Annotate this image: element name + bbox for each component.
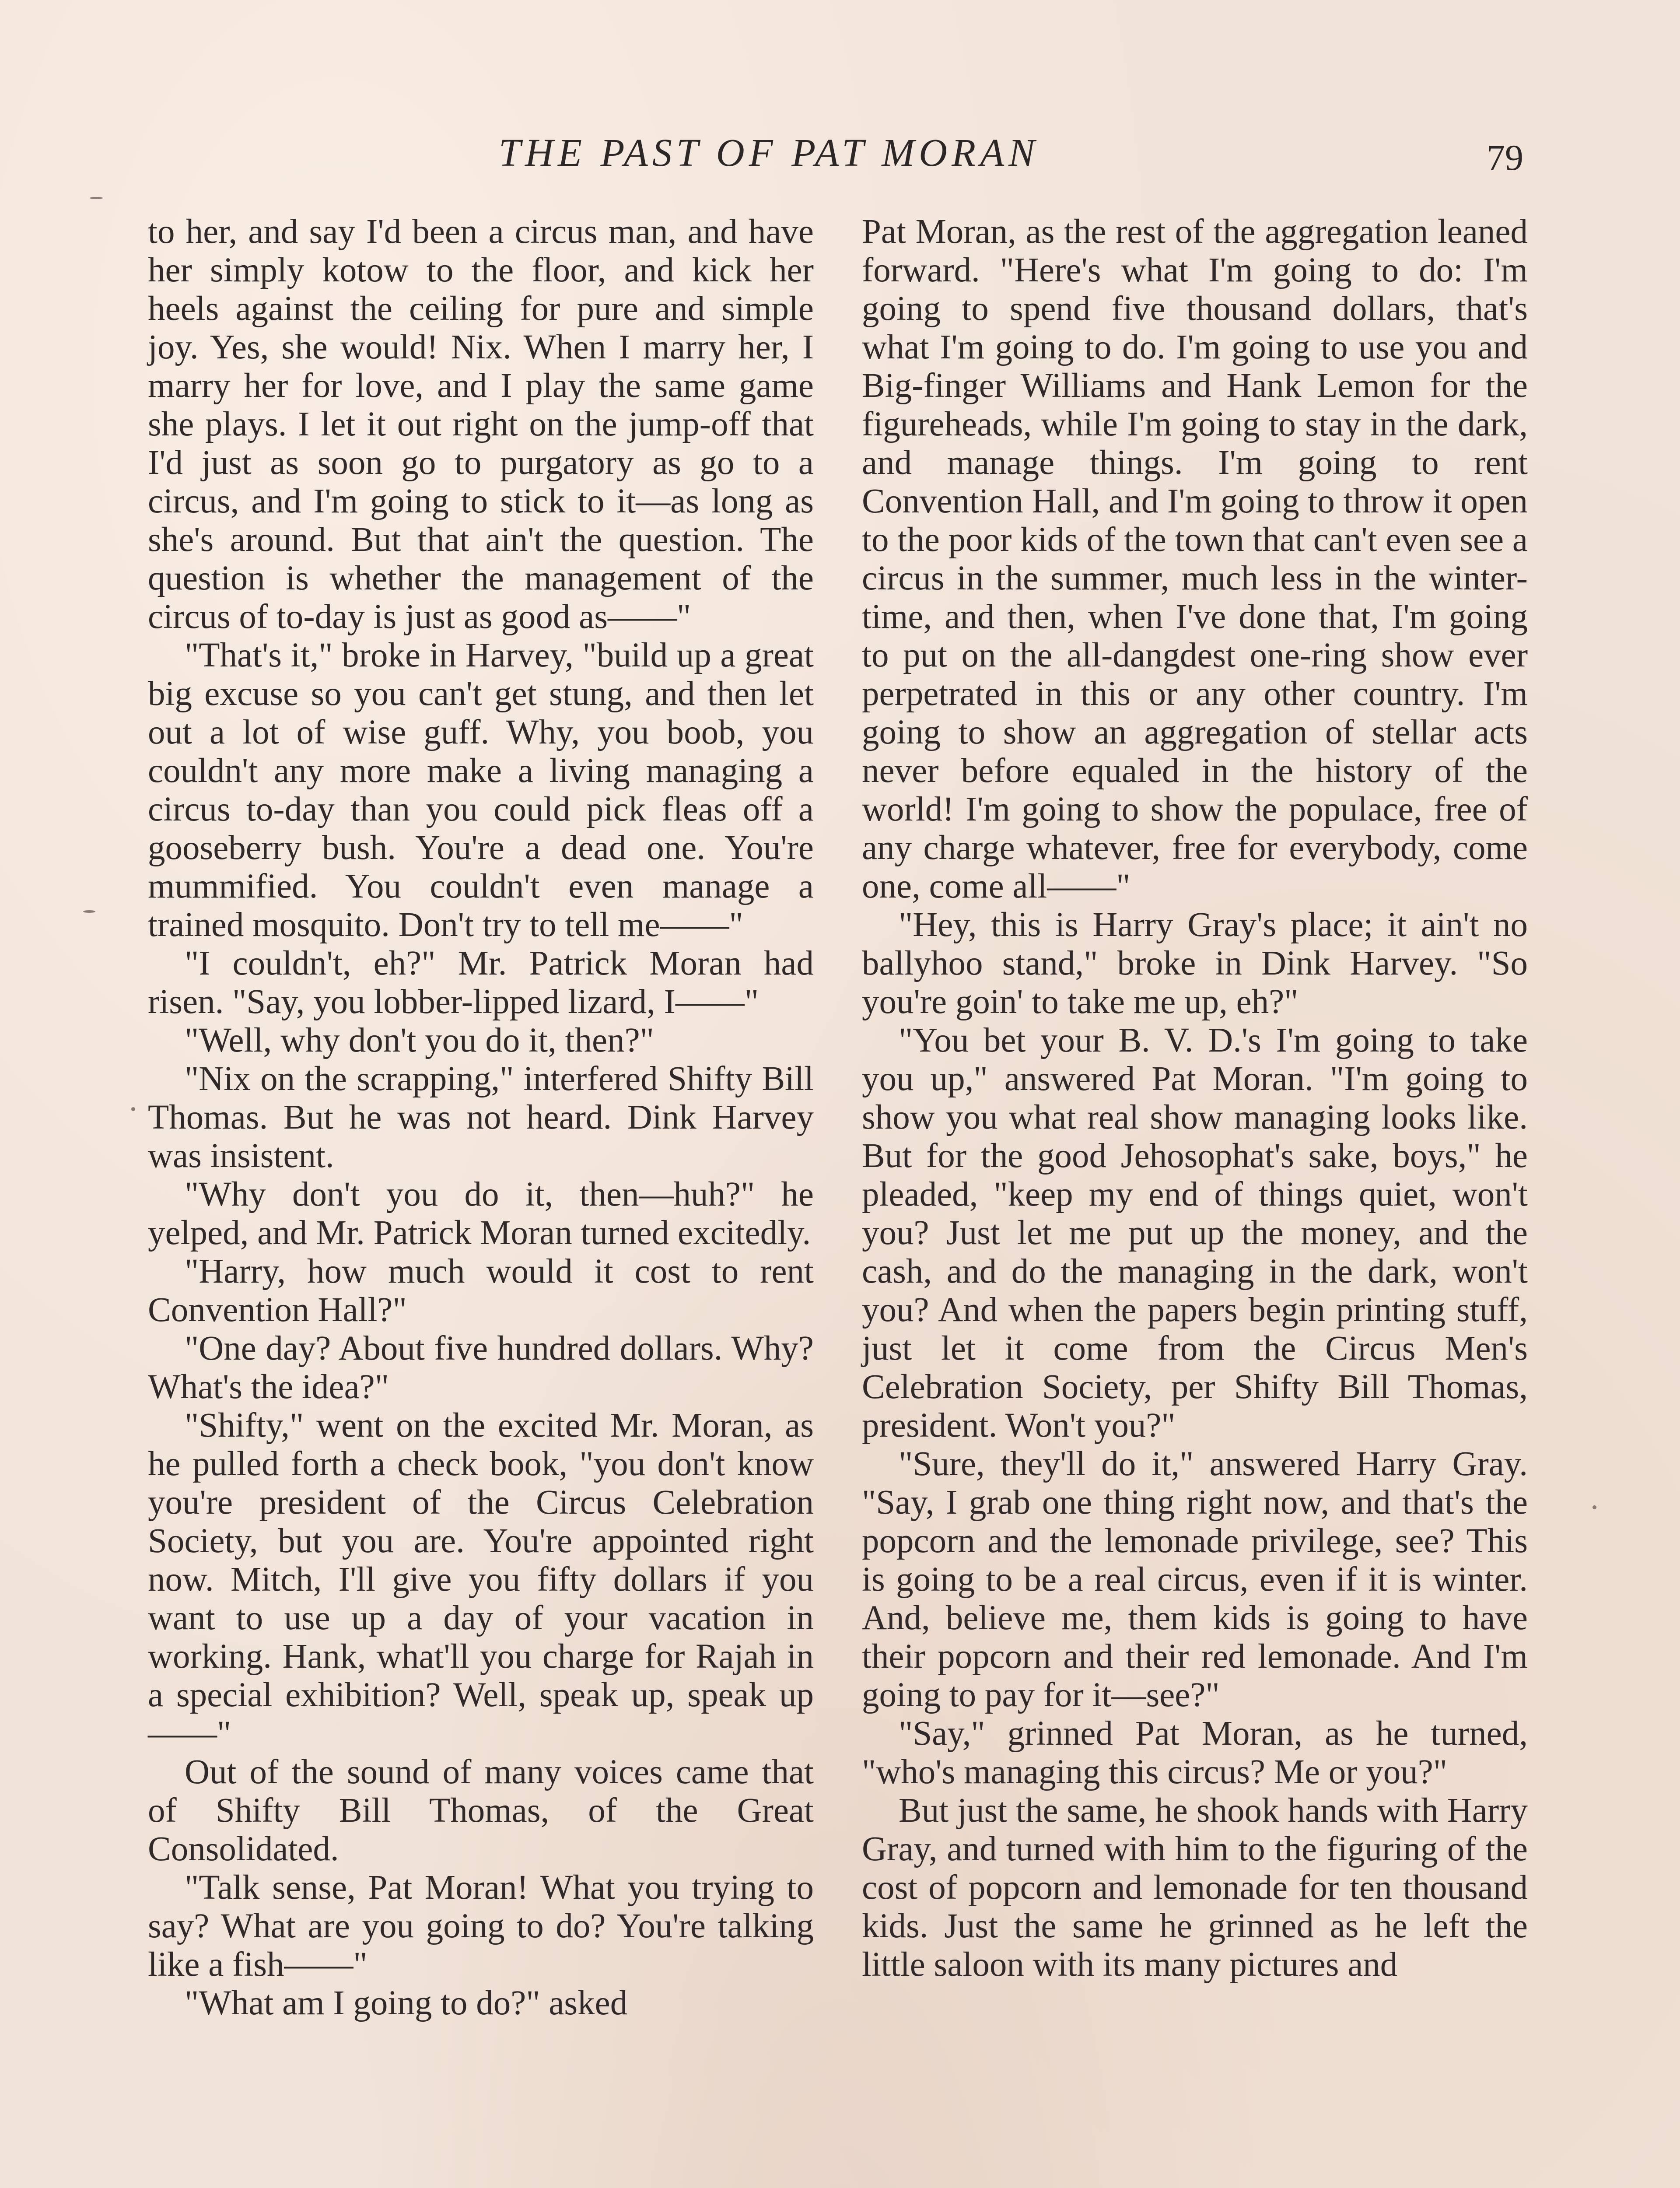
left-text-column	[148, 213, 814, 2023]
paragraph: "I couldn't, eh?" Mr. Patrick Moran had risen. "Say, you lobber-lipped lizard, I——"	[148, 944, 814, 1021]
page-number: 79	[1487, 137, 1523, 178]
paragraph: "Hey, this is Harry Gray's place; it ain't no ballyhoo stand," broke in Dink Harvey. "So you're goin' to take me up, eh?"	[862, 906, 1528, 1021]
paragraph: Pat Moran, as the rest of the aggregation leaned forward. "Here's what I'm going to do: I'm going to spend five thousand dollars, that's what I'm going to do. I'm going to use you and Big-finger Williams and Hank Lemon for the figureheads, while I'm going to stay in the dark, and manage things. I'm going to rent Convention Hall, and I'm going to throw it open to the poor kids of the town that can't even see a circus in the summer, much less in the winter-time, and then, when I've done that, I'm going to put on the all-dangdest one-ring show ever perpetrated in this or any other country. I'm going to show an aggregation of stellar acts never before equaled in the history of the world! I'm going to show the populace, free of any charge whatever, free for everybody, come one, come all——"	[862, 213, 1528, 905]
paragraph: "Shifty," went on the excited Mr. Moran, as he pulled forth a check book, "you don't know you're president of the Circus Celebration Society, but you are. You're appointed right now. Mitch, I'll give you fifty dollars if you want to use up a day of your vacation in working. Hank, what'll you charge for Rajah in a special exhibition? Well, speak up, speak up——"	[148, 1406, 814, 1753]
paragraph: "Say," grinned Pat Moran, as he turned, "who's managing this circus? Me or you?"	[862, 1715, 1528, 1791]
running-header-title: THE PAST OF PAT MORAN	[499, 131, 1040, 175]
paragraph: "That's it," broke in Harvey, "build up a great big excuse so you can't get stung, and then let out a lot of wise guff. Why, you boob, you couldn't any more make a living managing a circus to-day than you could pick fleas off a gooseberry bush. You're a dead one. You're mummified. You couldn't even manage a trained mosquito. Don't try to tell me——"	[148, 636, 814, 944]
paragraph: "You bet your B. V. D.'s I'm going to take you up," answered Pat Moran. "I'm going to show you what real show managing looks like. But for the good Jehosophat's sake, boys," he pleaded, "keep my end of things quiet, won't you? Just let me put up the money, and the cash, and do the managing in the dark, won't you? And when the papers begin printing stuff, just let it come from the Circus Men's Celebration Society, per Shifty Bill Thomas, president. Won't you?"	[862, 1021, 1528, 1445]
paragraph: "One day? About five hundred dollars. Why? What's the idea?"	[148, 1329, 814, 1406]
paragraph: "Harry, how much would it cost to rent Convention Hall?"	[148, 1252, 814, 1329]
paper-speck	[83, 910, 95, 913]
paragraph: "Sure, they'll do it," answered Harry Gray. "Say, I grab one thing right now, and that's the popcorn and the lemonade privilege, see? This is going to be a real circus, even if it is winter. And, believe me, them kids is going to have their popcorn and their red lemonade. And I'm going to pay for it—see?"	[862, 1445, 1528, 1714]
paper-speck	[90, 197, 103, 199]
paper-speck	[131, 1107, 135, 1111]
right-text-column	[862, 213, 1528, 1984]
paragraph: "Nix on the scrapping," interfered Shifty Bill Thomas. But he was not heard. Dink Harvey was insistent.	[148, 1060, 814, 1175]
paragraph: to her, and say I'd been a circus man, and have her simply kotow to the floor, and kick her heels against the ceiling for pure and simple joy. Yes, she would! Nix. When I marry her, I marry her for love, and I play the same game she plays. I let it out right on the jump-off that I'd just as soon go to purgatory as go to a circus, and I'm going to stick to it—as long as she's around. But that ain't the question. The question is whether the management of the circus of to-day is just as good as——"	[148, 213, 814, 636]
paragraph: Out of the sound of many voices came that of Shifty Bill Thomas, of the Great Consolidated.	[148, 1753, 814, 1868]
paragraph: But just the same, he shook hands with Harry Gray, and turned with him to the figuring of the cost of popcorn and lemonade for ten thousand kids. Just the same he grinned as he left the little saloon with its many pictures and	[862, 1792, 1528, 1984]
paragraph: "Why don't you do it, then—huh?" he yelped, and Mr. Patrick Moran turned excitedly.	[148, 1175, 814, 1252]
paper-speck	[1592, 1505, 1596, 1509]
paragraph: "What am I going to do?" asked	[185, 1984, 628, 2022]
paragraph: "Talk sense, Pat Moran! What you trying to say? What are you going to do? You're talking like a fish——"	[148, 1869, 814, 1984]
paragraph: "Well, why don't you do it, then?"	[185, 1021, 654, 1059]
